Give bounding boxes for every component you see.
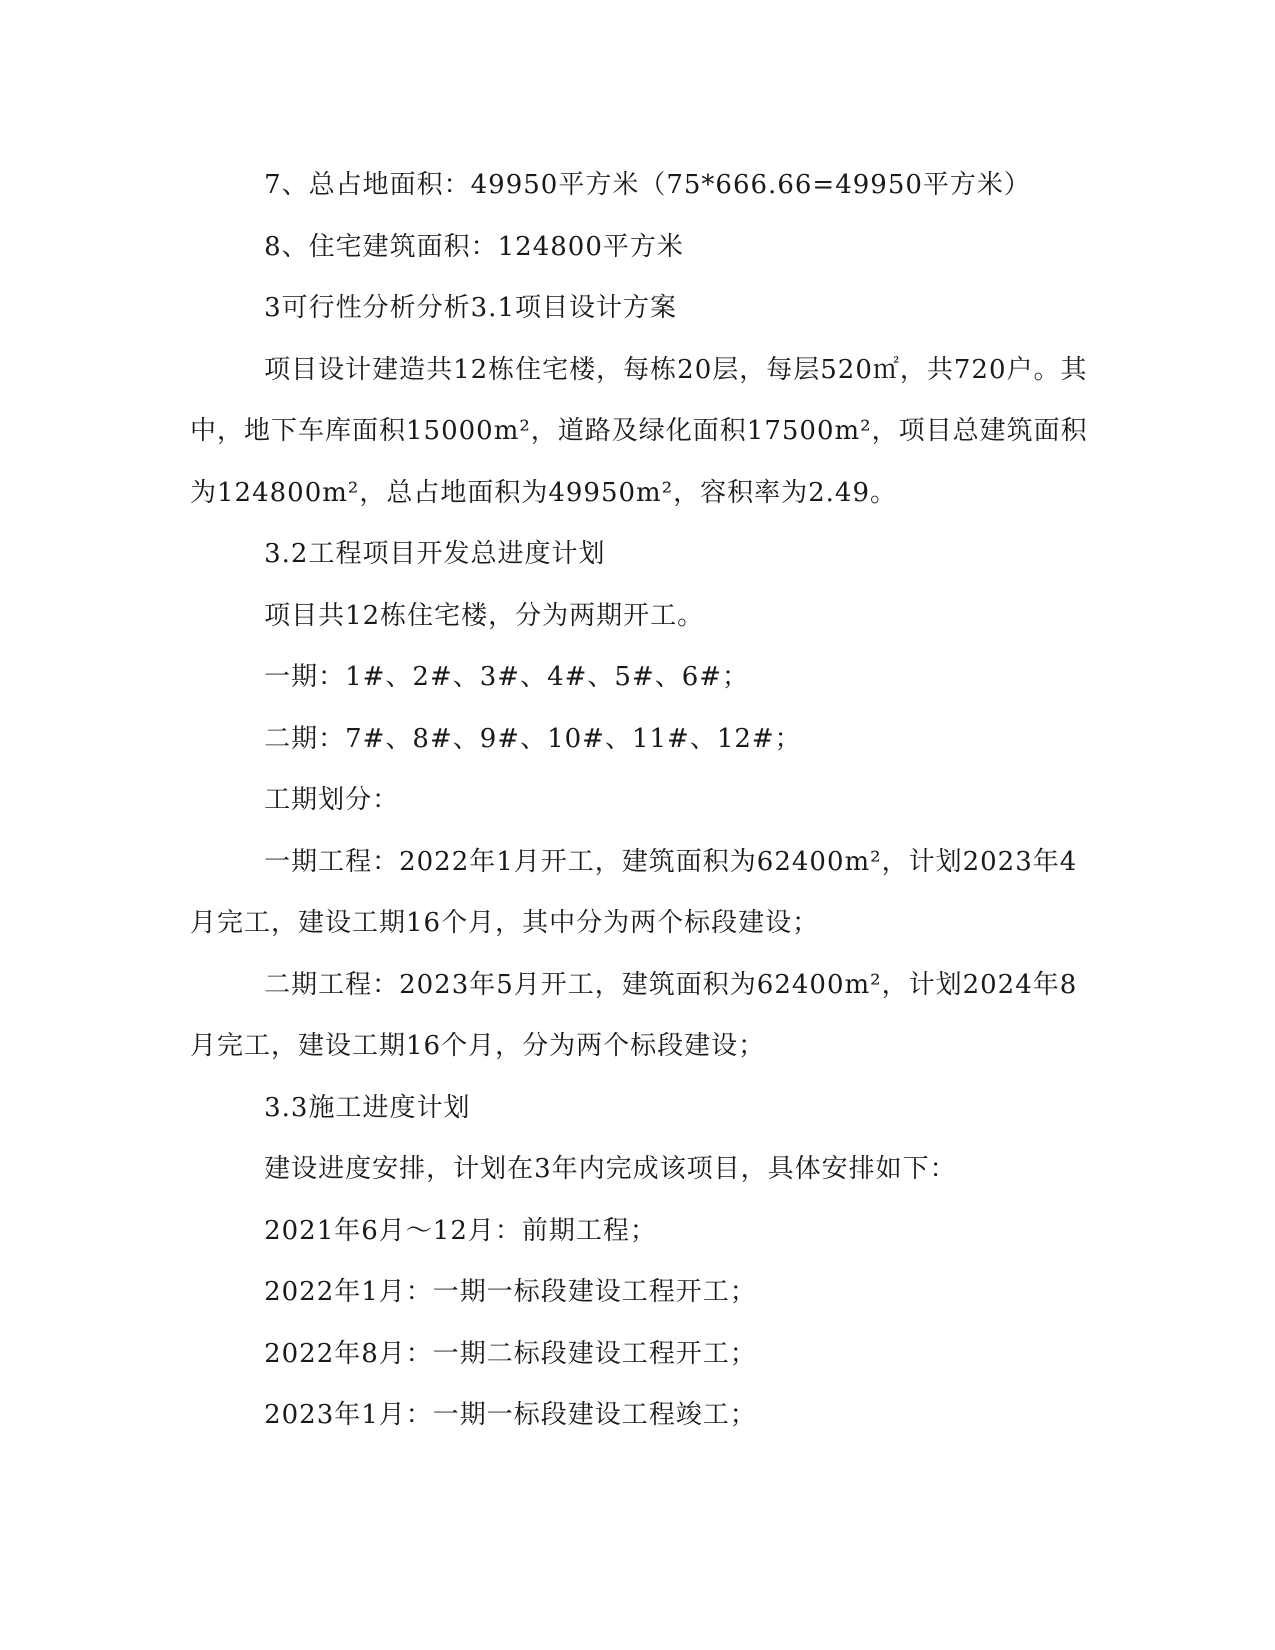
paragraph-total-land-area: 7、总占地面积：49950平方米（75*666.66=49950平方米） [264, 170, 1031, 200]
section-heading-construction-schedule: 3.3施工进度计划 [264, 1092, 471, 1123]
paragraph-two-phases: 项目共12栋住宅楼，分为两期开工。 [264, 600, 705, 631]
paragraph-design-description: 项目设计建造共12栋住宅楼，每栋20层，每层520㎡，共720户。其中，地下车库面积15000m²，道路及绿化面积17500m²，项目总建筑面积为124800m²，总占地面积为49950m²，容积率为2.49。 [190, 354, 1088, 508]
section-heading-overall-schedule: 3.2工程项目开发总进度计划 [264, 539, 606, 569]
paragraph-residential-floor-area: 8、住宅建筑面积：124800平方米 [264, 231, 684, 262]
paragraph-phase-two-buildings: 二期：7#、8#、9#、10#、11#、12#； [264, 723, 802, 754]
paragraph-phase-two-works: 二期工程：2023年5月开工，建筑面积为62400m²，计划2024年8月完工，建设工期16个月，分为两个标段建设； [190, 969, 1078, 1061]
document-body [190, 155, 1090, 1447]
paragraph-phase-one-buildings: 一期：1#、2#、3#、4#、5#、6#； [264, 662, 750, 692]
paragraph-period-division: 工期划分： [264, 785, 400, 815]
paragraph-phase-one-works: 一期工程：2022年1月开工，建筑面积为62400m²，计划2023年4月完工，建设工期16个月，其中分为两个标段建设； [190, 846, 1078, 938]
paragraph-schedule-intro: 建设进度安排，计划在3年内完成该项目，具体安排如下： [264, 1154, 957, 1184]
schedule-item: 2021年6月～12月：前期工程； [264, 1215, 657, 1246]
schedule-item: 2022年8月：一期二标段建设工程开工； [264, 1338, 757, 1369]
section-heading-design-plan: 3可行性分析分析3.1项目设计方案 [264, 293, 677, 323]
schedule-item: 2022年1月：一期一标段建设工程开工； [264, 1277, 757, 1307]
schedule-item: 2023年1月：一期一标段建设工程竣工； [264, 1400, 757, 1430]
